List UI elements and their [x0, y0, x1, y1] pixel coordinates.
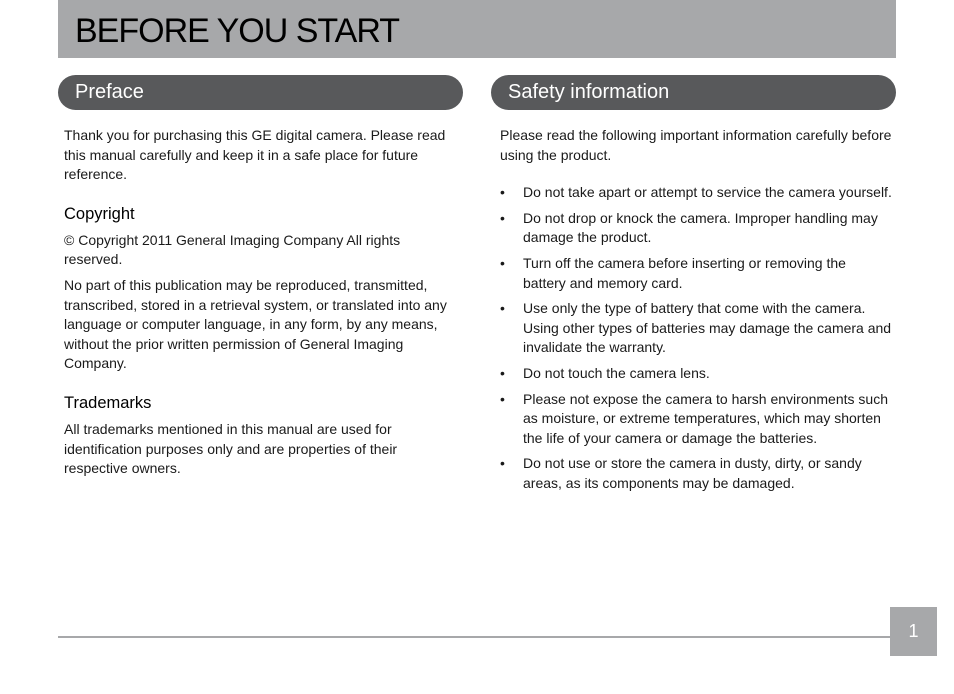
copyright-body: No part of this publication may be reproduced, transmitted, transcribed, stored in a retrieval system, or translated into any language or computer language, in any form, by any means, without the prior written permission of General Imaging Company. — [64, 276, 447, 372]
safety-item-text: Please not expose the camera to harsh environments such as moisture, or extreme temperatures, which may shorten the life of your camera or damage the batteries. — [523, 390, 888, 446]
bullet-icon: • — [500, 254, 505, 271]
list-item — [500, 299, 892, 358]
safety-item-text: Turn off the camera before inserting or removing the battery and memory card. — [523, 254, 846, 291]
copyright-line: © Copyright 2011 General Imaging Company All rights reserved. — [64, 231, 401, 268]
list-item — [500, 183, 892, 203]
bullet-icon: • — [500, 184, 505, 201]
preface-section-header — [58, 75, 463, 110]
safety-section-header — [491, 75, 896, 110]
preface-column — [64, 126, 454, 479]
safety-intro: Please read the following important information carefully before using the product. — [500, 127, 892, 163]
bullet-icon: • — [500, 300, 505, 317]
bullet-icon: • — [500, 209, 505, 226]
preface-header-label: Preface — [75, 81, 144, 103]
list-item — [500, 454, 892, 493]
list-item — [500, 254, 892, 293]
safety-column — [500, 126, 892, 500]
bullet-icon: • — [500, 390, 505, 407]
safety-item-text: Use only the type of battery that come with the camera. Using other types of batteries may damage the camera and invalidate the warranty. — [523, 300, 892, 356]
list-item — [500, 209, 892, 248]
trademarks-heading: Trademarks — [64, 393, 152, 412]
page-number-tab — [890, 607, 937, 656]
footer-divider — [58, 636, 896, 638]
trademarks-body: All trademarks mentioned in this manual are used for identification purposes only and are properties of their respective owners. — [64, 420, 398, 477]
title-bar — [58, 0, 896, 58]
page-title: BEFORE YOU START — [75, 12, 400, 50]
bullet-icon: • — [500, 364, 505, 381]
safety-list — [500, 183, 892, 493]
safety-header-label: Safety information — [508, 81, 670, 103]
safety-item-text: Do not take apart or attempt to service the camera yourself. — [523, 184, 892, 201]
safety-item-text: Do not touch the camera lens. — [523, 364, 710, 381]
list-item — [500, 364, 892, 384]
safety-item-text: Do not use or store the camera in dusty, dirty, or sandy areas, as its components may be damaged. — [523, 455, 862, 491]
preface-intro: Thank you for purchasing this GE digital camera. Please read this manual carefully and keep it in a safe place for future reference. — [64, 127, 446, 183]
bullet-icon: • — [500, 455, 505, 472]
copyright-heading: Copyright — [64, 204, 135, 223]
page-number: 1 — [908, 621, 919, 641]
safety-item-text: Do not drop or knock the camera. Improper handling may damage the product. — [523, 209, 878, 246]
list-item — [500, 390, 892, 449]
